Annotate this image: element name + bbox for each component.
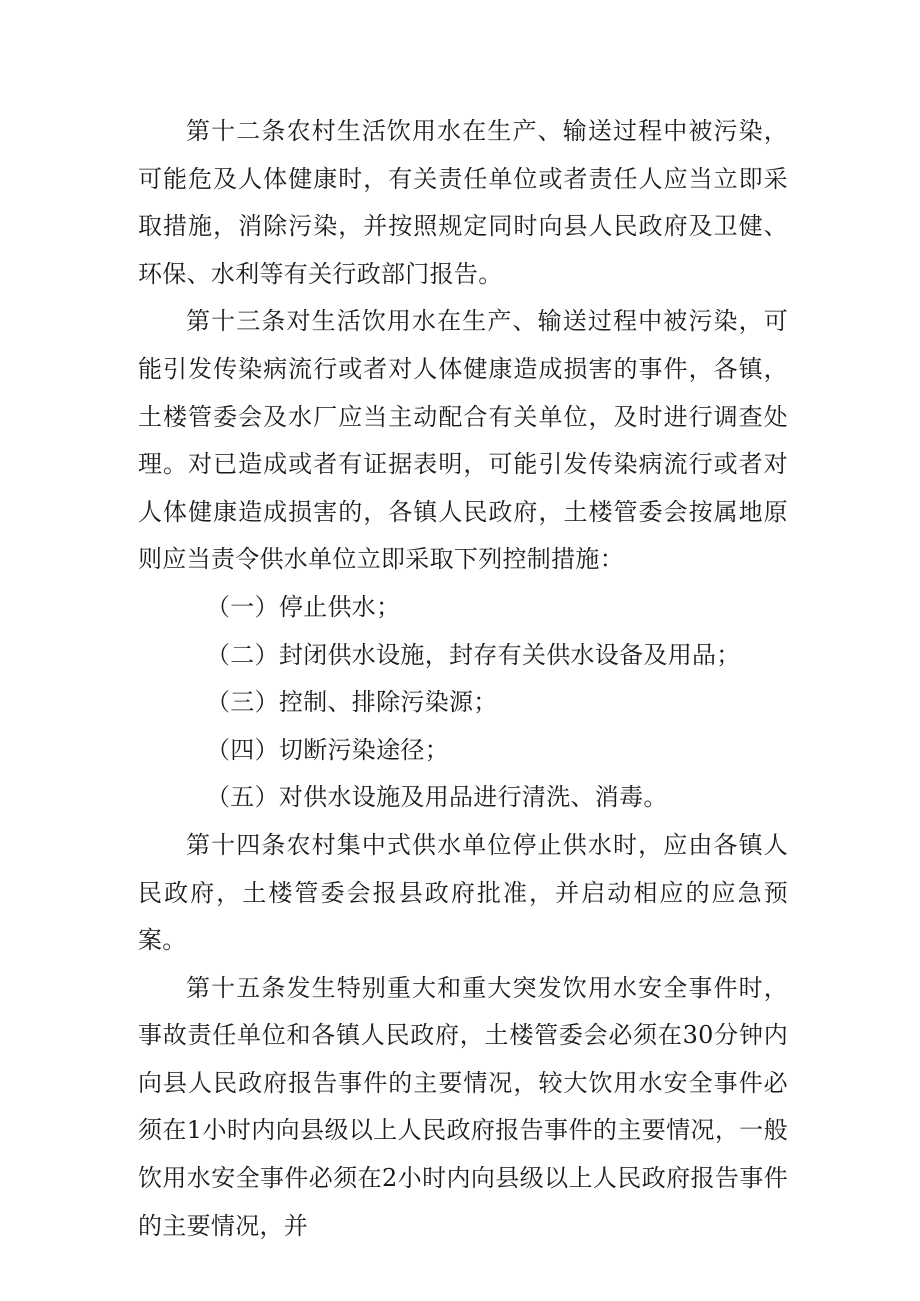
- measure-item-3: （三）控制、排除污染源；: [206, 688, 498, 717]
- article-12-paragraph: 第十二条农村生活饮用水在生产、输送过程中被污染，可能危及人体健康时，有关责任单位或者责任人应当立即采取措施，消除污染，并按照规定同时向县人民政府及卫健、环保、水利等有关行政部门报告。: [138, 117, 788, 288]
- measure-item-5: （五）对供水设施及用品进行清洗、消毒。: [206, 783, 668, 812]
- measure-item-4: （四）切断污染途径；: [206, 735, 449, 764]
- article-13-paragraph: 第十三条对生活饮用水在生产、输送过程中被污染，可能引发传染病流行或者对人体健康造成损害的事件，各镇，土楼管委会及水厂应当主动配合有关单位，及时进行调查处理。对已造成或者有证据表明，可能引发传染病流行或者对人体健康造成损害的，各镇人民政府，土楼管委会按属地原则应当责令供水单位立即采取下列控制措施：: [138, 307, 788, 574]
- measure-item-1: （一）停止供水；: [206, 592, 401, 621]
- article-15-paragraph: 第十五条发生特别重大和重大突发饮用水安全事件时，事故责任单位和各镇人民政府，土楼管委会必须在30分钟内向县人民政府报告事件的主要情况，较大饮用水安全事件必须在1小时内向县级以上人民政府报告事件的主要情况，一般饮用水安全事件必须在2小时内向县级以上人民政府报告事件的主要情况，并: [138, 973, 788, 1240]
- document-body: [138, 108, 788, 1250]
- article-14-paragraph: 第十四条农村集中式供水单位停止供水时，应由各镇人民政府，土楼管委会报县政府批准，并启动相应的应急预案。: [138, 830, 788, 955]
- measure-item-2: （二）封闭供水设施，封存有关供水设备及用品；: [206, 640, 741, 669]
